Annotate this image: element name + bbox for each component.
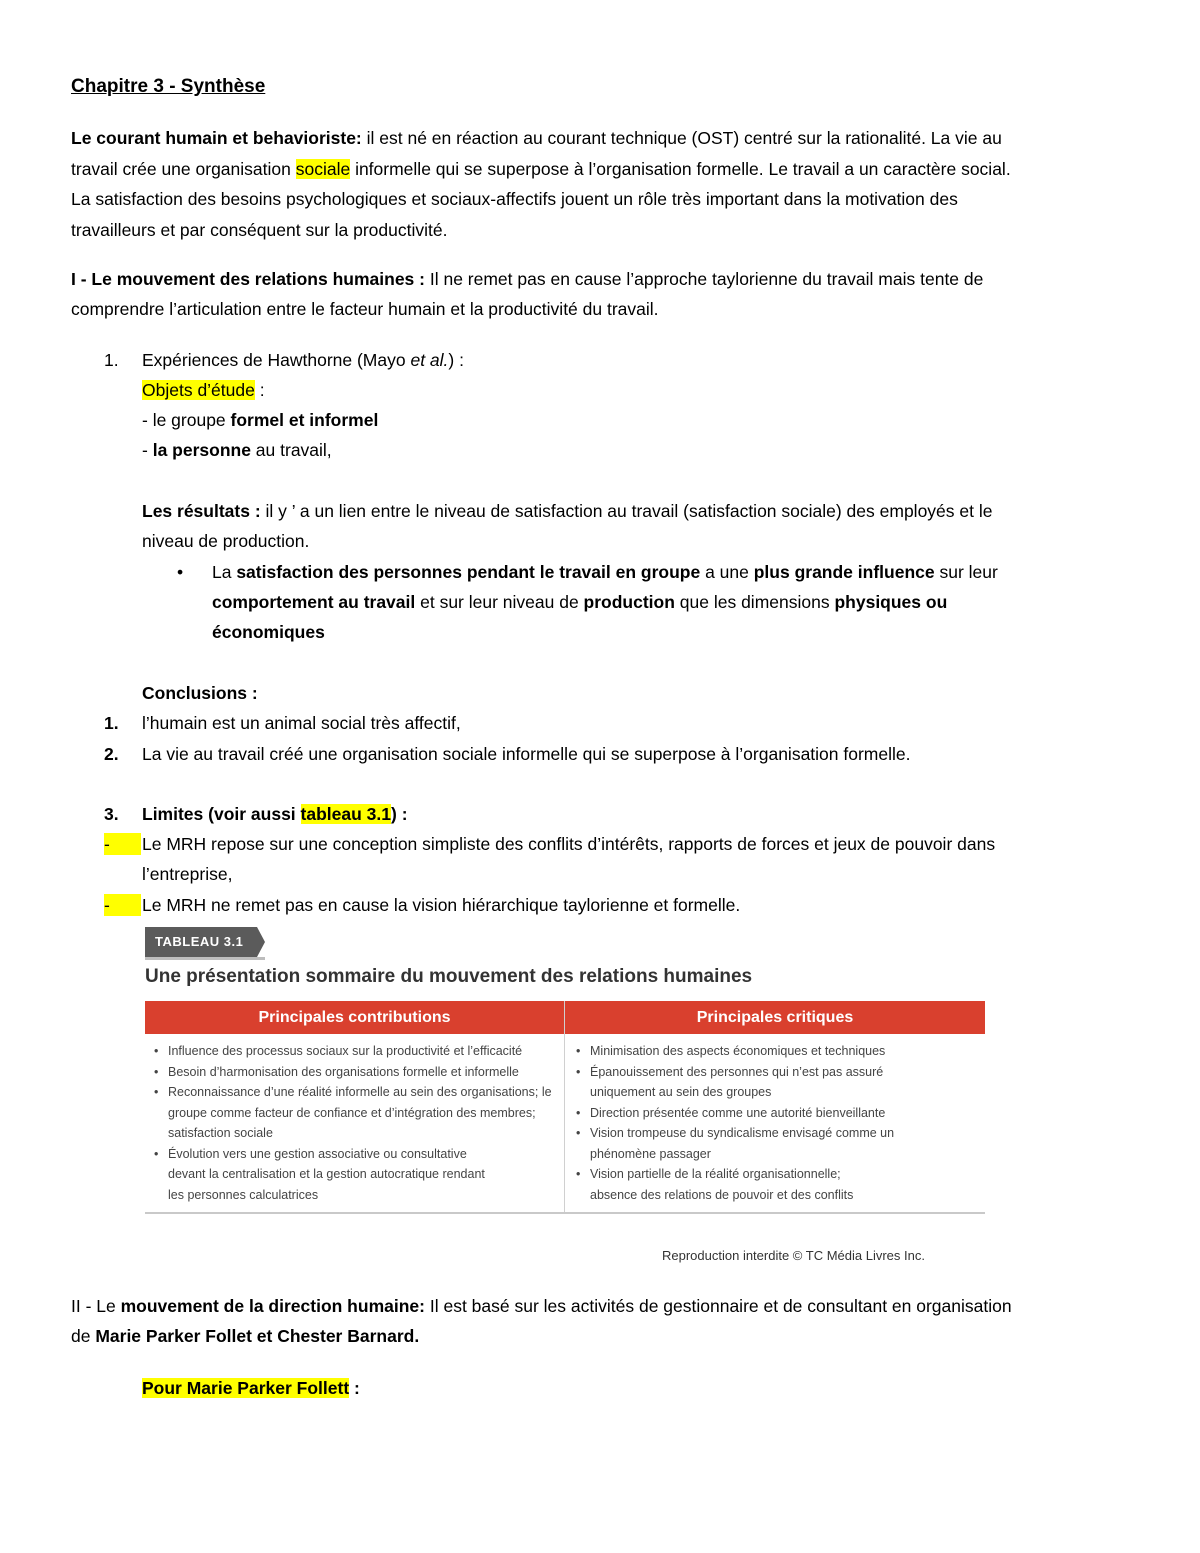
section1-text: Il ne remet pas en cause l’approche taylorienne du travail mais tente de (424, 269, 984, 289)
table-column-divider (564, 1001, 565, 1214)
list-number: 3. (104, 804, 119, 824)
copyright-credit: Reproduction interdite © TC Média Livres Inc. (662, 1248, 925, 1263)
intro-text: informelle qui se superpose à l’organisation formelle. Le travail a un caractère social. (350, 159, 1011, 179)
intro-text: il est né en réaction au courant technique (OST) centré sur la rationalité. La vie au (361, 128, 1002, 148)
table-badge: TABLEAU 3.1 (145, 927, 257, 957)
list-item: • Influence des processus sociaux sur la productivité et l’efficacité (152, 1041, 552, 1062)
text: - le groupe (142, 410, 231, 430)
section1-line-2: comprendre l’articulation entre le facteur humain et la productivité du travail. (71, 299, 659, 319)
text-bold: plus grande influence (753, 562, 935, 582)
table-header-critiques: Principales critiques (565, 1001, 985, 1034)
intro-line-2 (71, 158, 1011, 180)
list-item: • Vision trompeuse du syndicalisme envisagé comme un phénomène passager (574, 1123, 900, 1164)
badge-arrow-shape (257, 927, 265, 957)
list-item: • Reconnaissance d’une réalité informelle au sein des organisations; le groupe comme facteur de confiance et d’intégration des membres; satisfaction sociale (152, 1082, 552, 1144)
contributions-list (152, 1041, 552, 1205)
objet-1 (142, 409, 378, 431)
highlight-objets: Objets d’étude (142, 380, 255, 400)
limit-2: Le MRH ne remet pas en cause la vision hiérarchique taylorienne et formelle. (142, 895, 741, 915)
list-item: • Direction présentée comme une autorité bienveillante (574, 1103, 904, 1124)
text: II - Le (71, 1296, 121, 1316)
text: - (142, 440, 153, 460)
text-bold: satisfaction des personnes pendant le travail en groupe (236, 562, 701, 582)
intro-text: travail crée une organisation (71, 159, 296, 179)
list-number: 1. (104, 350, 119, 370)
list-item: • Évolution vers une gestion associative ou consultative devant la centralisation et la gestion autocratique rendant les personnes calculatrices (152, 1144, 488, 1206)
table-header-contributions: Principales contributions (145, 1001, 564, 1034)
text: La (212, 562, 237, 582)
text: il y ’ a un lien entre le niveau de satisfaction au travail (satisfaction sociale) des employés et le (260, 501, 993, 521)
list-number: 2. (104, 744, 119, 764)
text: au travail, (250, 440, 332, 460)
results-line-2: niveau de production. (142, 531, 310, 551)
text: Expériences de Hawthorne (Mayo (142, 350, 411, 370)
list-item: • Minimisation des aspects économiques et techniques (574, 1041, 904, 1062)
section1-heading: I - Le mouvement des relations humaines : (71, 269, 425, 289)
text-bold: la personne (152, 440, 251, 460)
text-bold: Marie Parker Follet et Chester Barnard. (95, 1326, 420, 1346)
section2-heading: mouvement de la direction humaine: (120, 1296, 425, 1316)
intro-heading: Le courant humain et behavioriste: (71, 128, 362, 148)
text-italic: et al. (410, 350, 449, 370)
limits-heading (142, 803, 408, 825)
conclusion-2: La vie au travail créé une organisation sociale informelle qui se superpose à l’organisation formelle. (142, 744, 911, 764)
section2-line-1 (71, 1295, 1012, 1317)
conclusion-1: l’humain est un animal social très affectif, (142, 713, 461, 733)
list-item: • Épanouissement des personnes qui n’est pas assuré uniquement au sein des groupes (574, 1062, 910, 1103)
bullet-line-3: économiques (212, 622, 325, 642)
objet-2 (142, 439, 332, 461)
follett-heading (142, 1377, 360, 1399)
hawthorne-item (142, 349, 464, 371)
text: que les dimensions (674, 592, 835, 612)
text: ) : (448, 350, 464, 370)
intro-line-4: travailleurs et par conséquent sur la productivité. (71, 220, 448, 240)
text: Limites (voir aussi (142, 804, 301, 824)
results-line-1 (142, 500, 992, 522)
figure-title: Une présentation sommaire du mouvement des relations humaines (145, 966, 753, 987)
text: de (71, 1326, 96, 1346)
text: et sur leur niveau de (415, 592, 584, 612)
text: Il est basé sur les activités de gestionnaire et de consultant en organisation (424, 1296, 1012, 1316)
text: a une (700, 562, 754, 582)
limit-1-line-2: l’entreprise, (142, 864, 233, 884)
bullet-line-2 (212, 591, 947, 613)
text-bold: production (583, 592, 675, 612)
objets-label (142, 379, 265, 401)
dash-marker: - (104, 833, 141, 855)
conclusions-heading: Conclusions : (142, 683, 258, 703)
dash-marker: - (104, 894, 141, 916)
list-number: 1. (104, 713, 119, 733)
text: : (349, 1378, 360, 1398)
text: ) : (391, 804, 408, 824)
intro-line-3: La satisfaction des besoins psychologiques et sociaux-affectifs jouent un rôle très important dans la motivation des (71, 189, 958, 209)
list-item: • Vision partielle de la réalité organisationnelle; absence des relations de pouvoir et des conflits (574, 1164, 880, 1205)
list-item: • Besoin d’harmonisation des organisations formelle et informelle (152, 1062, 552, 1083)
intro-line-1 (71, 127, 1002, 149)
highlight-tableau: tableau 3.1 (300, 804, 391, 824)
highlight-sociale: sociale (295, 159, 351, 179)
text-bold: physiques ou (834, 592, 948, 612)
text-bold: comportement au travail (212, 592, 416, 612)
results-label: Les résultats : (142, 501, 261, 521)
section1-line-1 (71, 268, 983, 290)
badge-shadow (145, 957, 265, 960)
limit-1-line-1: Le MRH repose sur une conception simpliste des conflits d’intérêts, rapports de forces et jeux de pouvoir dans (142, 834, 996, 854)
text-bold: formel et informel (230, 410, 379, 430)
bullet-icon: • (177, 562, 184, 582)
text: : (254, 380, 265, 400)
table-bottom-rule (145, 1212, 985, 1214)
bullet-line-1 (212, 561, 998, 583)
text: sur leur (934, 562, 998, 582)
chapter-title: Chapitre 3 - Synthèse (71, 76, 266, 97)
critiques-list (574, 1041, 904, 1205)
highlight-follett: Pour Marie Parker Follett (142, 1378, 350, 1398)
section2-line-2 (71, 1325, 419, 1347)
